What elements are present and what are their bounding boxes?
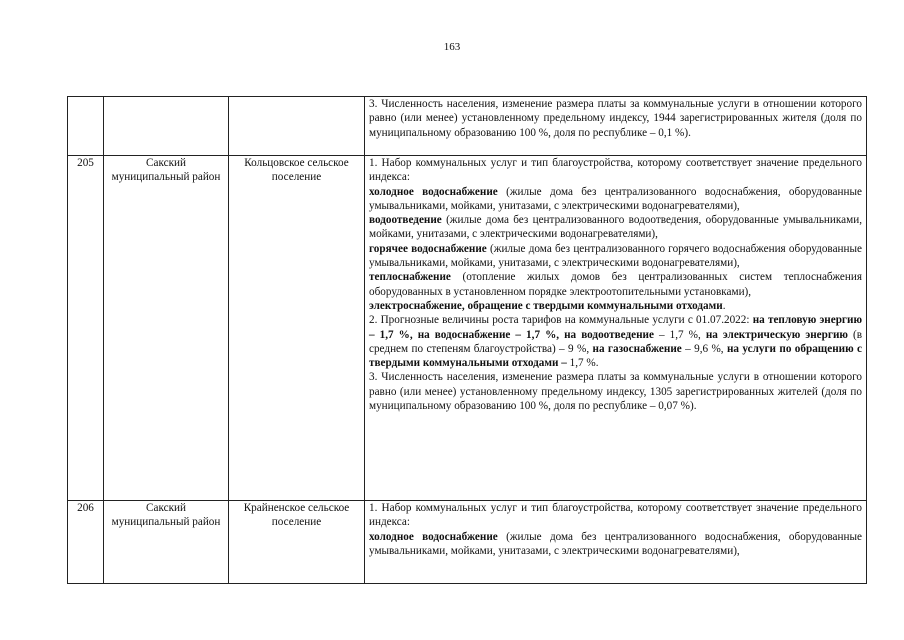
heating-label: теплоснабжение	[369, 271, 451, 284]
tariff-waste: на услуги по обращению с твердыми коммунальными отходами –	[369, 342, 862, 370]
cold-water-label: холодное водоснабжение	[369, 530, 498, 543]
tariff-waste-value: 1,7 %.	[566, 357, 599, 370]
description-cell	[365, 501, 867, 584]
sewerage-paragraph	[369, 213, 862, 242]
services-intro-paragraph: 1. Набор коммунальных услуг и тип благоустройства, которому соответствует значение предельного индекса:	[369, 157, 862, 184]
table-row	[68, 501, 867, 584]
electricity-paragraph	[369, 299, 862, 313]
population-paragraph: 3. Численность населения, изменение размера платы за коммунальные услуги в отношении которого равно (или менее) установленному предельному индексу, 1944 зарегистрированных жителя (доля по муниципальному образованию 100 %, доля по республике – 0,1 %).	[369, 98, 862, 139]
row-number: 206	[68, 501, 104, 584]
tariff-growth-paragraph	[369, 313, 862, 370]
page-number: 163	[443, 41, 461, 53]
cold-water-paragraph	[369, 185, 862, 214]
electricity-end: .	[722, 299, 726, 312]
electricity-label: электроснабжение, обращение с твердыми коммунальными отходами	[369, 299, 723, 312]
cold-water-text: (жилые дома без централизованного водоснабжения, оборудованные умывальниками, мойками, унитазами, с электрическими водонагревателями),	[369, 185, 862, 212]
row-number: 205	[68, 156, 104, 501]
settlement-cell: Кольцовское сельское поселение	[229, 156, 365, 501]
sewerage-text: (жилые дома без централизованного водоотведения, оборудованные умывальниками, мойками, унитазами, с электрическими водонагревателями),	[369, 214, 862, 241]
sewerage-label: водоотведение	[369, 214, 442, 227]
tariff-heat-water: на тепловую энергию – 1,7 %, на водоснабжение – 1,7 %, на водоотведение	[369, 314, 863, 341]
table-row	[68, 156, 867, 501]
district-cell: Сакский муниципальный район	[104, 156, 229, 501]
row-number	[68, 97, 104, 156]
heating-text: (отопление жилых домов без централизованных систем теплоснабжения оборудованных в установленном порядке электроотопительными установками),	[369, 271, 862, 298]
hot-water-text: (жилые дома без централизованного горячего водоснабжения оборудованные умывальниками, мойками, унитазами, с электрическими водонагревателями),	[369, 242, 862, 270]
settlement-cell: Крайненское сельское поселение	[229, 501, 365, 584]
hot-water-paragraph	[369, 242, 862, 271]
settlement-cell	[229, 97, 365, 156]
tariff-intro: 2. Прогнозные величины роста тарифов на коммунальные услуги с 01.07.2022:	[369, 314, 753, 327]
cold-water-paragraph	[369, 530, 862, 559]
tariff-table	[67, 96, 867, 584]
cold-water-label: холодное водоснабжение	[369, 185, 498, 198]
hot-water-label: горячее водоснабжение	[369, 242, 487, 255]
tariff-heat-water-value: – 1,7 %,	[653, 328, 701, 341]
heating-paragraph	[369, 270, 862, 299]
description-cell	[365, 97, 867, 156]
description-cell	[365, 156, 867, 501]
tariff-electricity-value: (в среднем по степеням благоустройства) – 9 %,	[369, 328, 862, 355]
services-intro-paragraph: 1. Набор коммунальных услуг и тип благоустройства, которому соответствует значение предельного индекса:	[369, 502, 862, 529]
tariff-gas: на газоснабжение	[592, 342, 682, 355]
table-row	[68, 97, 867, 156]
tariff-electricity: на электрическую энергию	[700, 328, 848, 341]
population-paragraph: 3. Численность населения, изменение размера платы за коммунальные услуги в отношении которого равно (или менее) установленному предельному индексу, 1305 зарегистрированных жителей (доля по муниципальному образованию 100 %, доля по республике – 0,07 %).	[369, 371, 862, 413]
tariff-gas-value: – 9,6 %,	[681, 342, 727, 355]
cold-water-text: (жилые дома без централизованного водоснабжения, оборудованные умывальниками, мойками, унитазами, с электрическими водонагревателями),	[369, 530, 862, 557]
district-cell: Сакский муниципальный район	[104, 501, 229, 584]
district-cell	[104, 97, 229, 156]
